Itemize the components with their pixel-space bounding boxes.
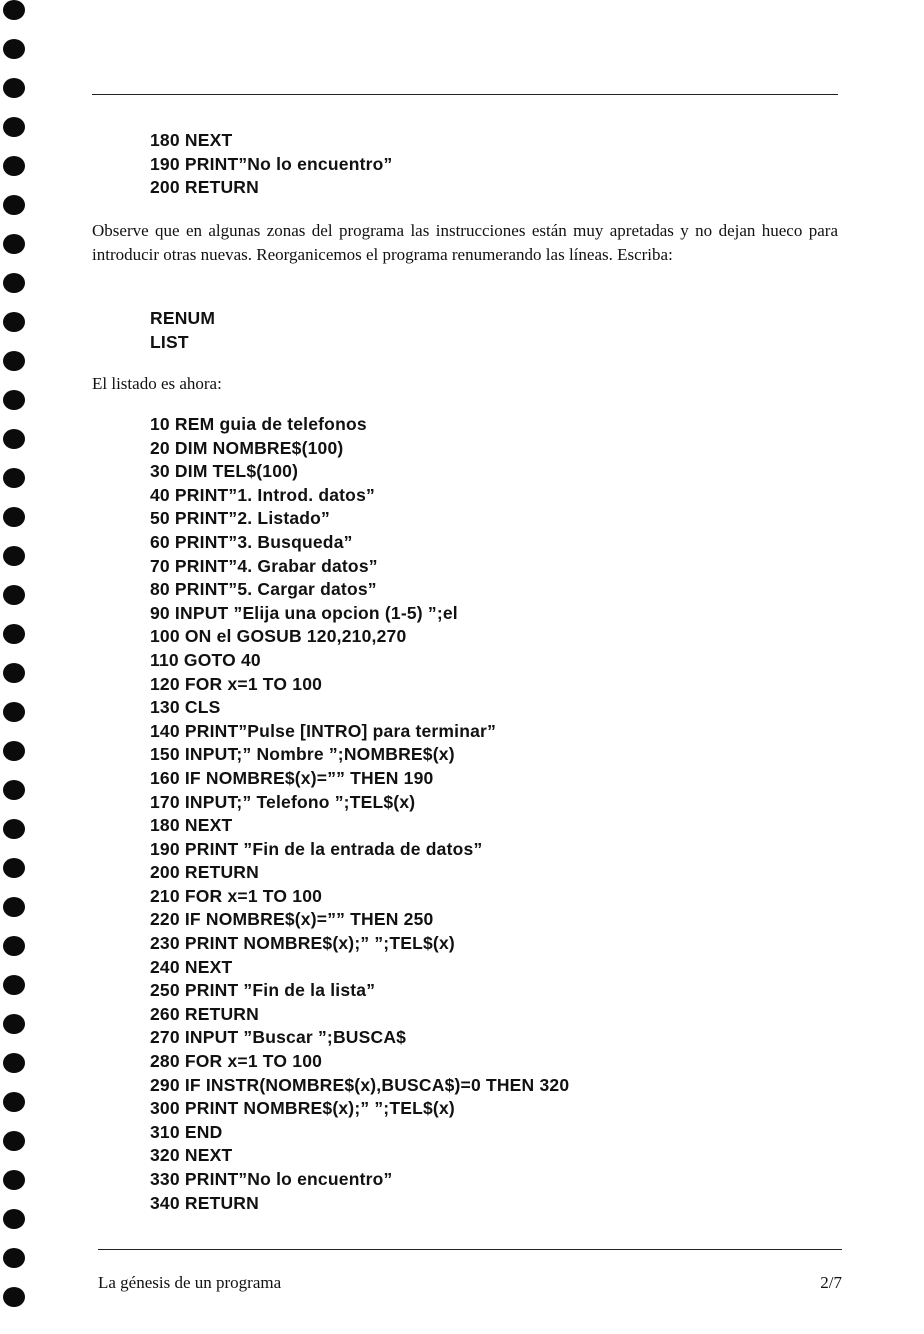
code-line: 70 PRINT”4. Grabar datos”: [150, 555, 378, 576]
code-line: 100 ON el GOSUB 120,210,270: [150, 626, 407, 647]
binding-hole-icon: [3, 195, 25, 215]
body-paragraph: El listado es ahora:: [92, 374, 222, 393]
binding-hole-icon: [3, 156, 25, 176]
code-line: 310 END: [150, 1121, 223, 1142]
binding-hole-icon: [3, 117, 25, 137]
binding-hole-icon: [3, 234, 25, 254]
code-line: 230 PRINT NOMBRE$(x);” ”;TEL$(x): [150, 933, 455, 954]
binding-hole-icon: [3, 1014, 25, 1034]
code-line: 130 CLS: [150, 697, 221, 718]
binding-hole-icon: [3, 507, 25, 527]
binding-hole-icon: [3, 624, 25, 644]
command-block: [150, 307, 215, 354]
binding-hole-icon: [3, 702, 25, 722]
code-line: 200 RETURN: [150, 177, 259, 198]
code-line: 170 INPUT;” Telefono ”;TEL$(x): [150, 791, 416, 812]
code-line: 210 FOR x=1 TO 100: [150, 885, 323, 906]
code-line: 160 IF NOMBRE$(x)=”” THEN 190: [150, 767, 434, 788]
binding-hole-icon: [3, 741, 25, 761]
body-paragraph: Observe que en algunas zonas del programa las instrucciones están muy apretadas y no dejan hueco para introducir otras nuevas. Reorganicemos el programa renumerando las líneas. Escriba:: [92, 221, 838, 264]
binding-hole-icon: [3, 1170, 25, 1190]
binding-hole-icon: [3, 663, 25, 683]
binding-hole-icon: [3, 273, 25, 293]
code-line: 220 IF NOMBRE$(x)=”” THEN 250: [150, 909, 434, 930]
binding-hole-icon: [3, 1287, 25, 1307]
code-block-continuation: [150, 129, 392, 200]
code-line: 40 PRINT”1. Introd. datos”: [150, 484, 375, 505]
code-line: 200 RETURN: [150, 862, 259, 883]
binding-hole-icon: [3, 1131, 25, 1151]
code-line: 280 FOR x=1 TO 100: [150, 1051, 323, 1072]
code-line: 150 INPUT;” Nombre ”;NOMBRE$(x): [150, 744, 455, 765]
binding-hole-icon: [3, 936, 25, 956]
code-line: 80 PRINT”5. Cargar datos”: [150, 579, 377, 600]
binding-hole-icon: [3, 468, 25, 488]
code-line: 240 NEXT: [150, 956, 233, 977]
code-line: 300 PRINT NOMBRE$(x);” ”;TEL$(x): [150, 1098, 455, 1119]
code-line: 320 NEXT: [150, 1145, 233, 1166]
code-line: 330 PRINT”No lo encuentro”: [150, 1169, 393, 1189]
footer-chapter-title: La génesis de un programa: [98, 1273, 282, 1292]
binding-hole-icon: [3, 1248, 25, 1268]
binding-hole-icon: [3, 429, 25, 449]
binding-hole-icon: [3, 975, 25, 995]
binding-hole-icon: [3, 819, 25, 839]
code-line: 190 PRINT ”Fin de la entrada de datos”: [150, 838, 483, 859]
code-line: 260 RETURN: [150, 1003, 259, 1024]
code-line: 90 INPUT ”Elija una opcion (1-5) ”;el: [150, 602, 458, 623]
header-rule: [92, 94, 838, 95]
code-line: 140 PRINT”Pulse [INTRO] para terminar”: [150, 720, 497, 741]
code-line: 250 PRINT ”Fin de la lista”: [150, 980, 376, 1001]
footer-rule: [98, 1249, 842, 1250]
binding-hole-icon: [3, 1092, 25, 1112]
code-line: 180 NEXT: [150, 130, 233, 150]
command-line: LIST: [150, 331, 189, 352]
code-line: 180 NEXT: [150, 815, 233, 836]
binding-holes: [0, 0, 40, 1334]
command-line: RENUM: [150, 308, 216, 328]
binding-hole-icon: [3, 858, 25, 878]
footer-page-number: 2/7: [820, 1273, 842, 1292]
code-line: 190 PRINT”No lo encuentro”: [150, 153, 393, 174]
binding-hole-icon: [3, 312, 25, 332]
code-line: 20 DIM NOMBRE$(100): [150, 437, 344, 458]
binding-hole-icon: [3, 351, 25, 371]
code-line: 30 DIM TEL$(100): [150, 461, 299, 482]
binding-hole-icon: [3, 780, 25, 800]
binding-hole-icon: [3, 585, 25, 605]
code-line: 110 GOTO 40: [150, 649, 261, 670]
code-line: 340 RETURN: [150, 1192, 259, 1213]
code-line: 120 FOR x=1 TO 100: [150, 673, 323, 694]
binding-hole-icon: [3, 546, 25, 566]
binding-hole-icon: [3, 390, 25, 410]
code-line: 60 PRINT”3. Busqueda”: [150, 531, 353, 552]
code-line: 270 INPUT ”Buscar ”;BUSCA$: [150, 1027, 407, 1048]
binding-hole-icon: [3, 1209, 25, 1229]
program-listing: [150, 413, 569, 1215]
binding-hole-icon: [3, 0, 25, 20]
code-line: 10 REM guia de telefonos: [150, 414, 367, 434]
code-line: 290 IF INSTR(NOMBRE$(x),BUSCA$)=0 THEN 320: [150, 1074, 570, 1095]
binding-hole-icon: [3, 1053, 25, 1073]
binding-hole-icon: [3, 897, 25, 917]
binding-hole-icon: [3, 39, 25, 59]
code-line: 50 PRINT”2. Listado”: [150, 508, 331, 529]
binding-hole-icon: [3, 78, 25, 98]
